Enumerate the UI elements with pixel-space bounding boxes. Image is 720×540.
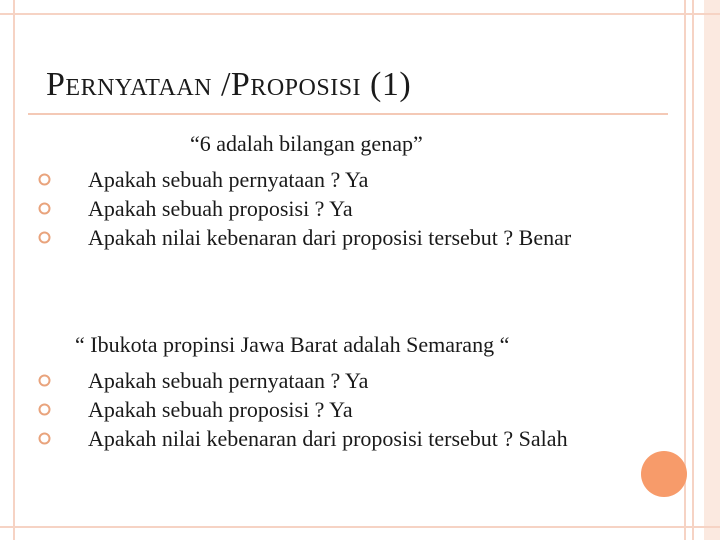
bullet-text: Apakah nilai kebenaran dari proposisi tersebut ? Benar bbox=[88, 225, 572, 250]
statement-quote-2: “ Ibukota propinsi Jawa Barat adalah Semarang “ bbox=[75, 332, 510, 357]
bullet-circle-icon bbox=[38, 202, 51, 215]
bullet-list-1 bbox=[0, 165, 660, 252]
bullet-circle-icon bbox=[38, 173, 51, 186]
bullet-text: Apakah sebuah proposisi ? Ya bbox=[88, 196, 353, 221]
list-item bbox=[0, 366, 660, 395]
bullet-text: Apakah sebuah proposisi ? Ya bbox=[88, 397, 353, 422]
frame-line-right bbox=[684, 0, 686, 540]
bullet-text: Apakah sebuah pernyataan ? Ya bbox=[88, 368, 369, 393]
bullet-circle-icon bbox=[38, 374, 51, 387]
frame-line-right-outer bbox=[692, 0, 694, 540]
list-item bbox=[0, 194, 660, 223]
frame-line-top bbox=[0, 13, 720, 15]
bullet-circle-icon bbox=[38, 231, 51, 244]
decorative-circle bbox=[641, 451, 687, 497]
list-item bbox=[0, 424, 660, 453]
frame-line-bottom bbox=[0, 526, 720, 528]
statement-quote-1: “6 adalah bilangan genap” bbox=[190, 131, 423, 156]
title-divider bbox=[28, 113, 668, 115]
bullet-text: Apakah sebuah pernyataan ? Ya bbox=[88, 167, 369, 192]
list-item bbox=[0, 223, 660, 252]
bullet-circle-icon bbox=[38, 432, 51, 445]
frame-line-left bbox=[13, 0, 15, 540]
frame-edge bbox=[704, 0, 720, 540]
list-item bbox=[0, 165, 660, 194]
list-item bbox=[0, 395, 660, 424]
bullet-text: Apakah nilai kebenaran dari proposisi tersebut ? Salah bbox=[88, 426, 568, 451]
bullet-circle-icon bbox=[38, 403, 51, 416]
slide-title: Pernyataan /Proposisi (1) bbox=[46, 66, 412, 103]
bullet-list-2 bbox=[0, 366, 660, 453]
